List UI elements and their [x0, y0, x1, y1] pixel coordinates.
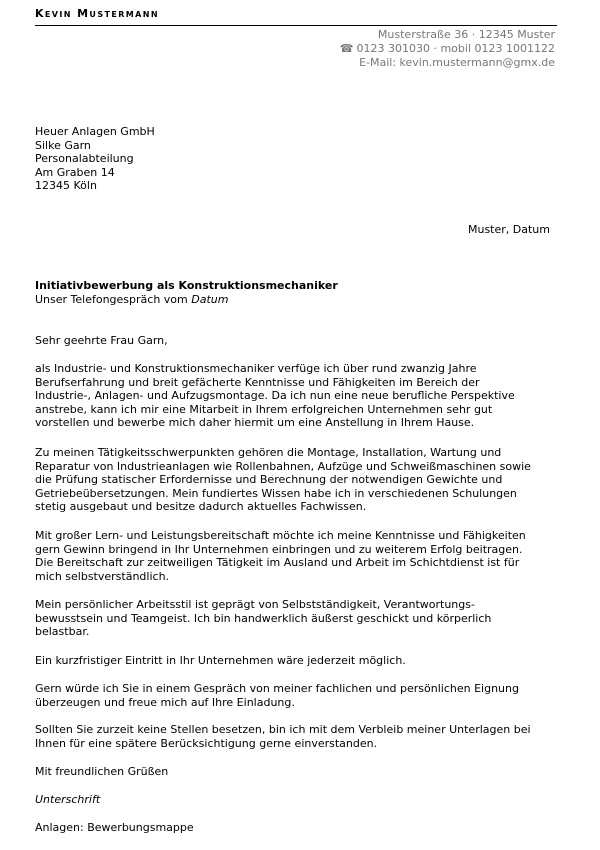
sender-contact	[340, 28, 555, 70]
subject-block	[35, 279, 565, 306]
paragraph-skills	[35, 446, 565, 514]
header-rule	[35, 25, 557, 26]
subject-reference	[35, 293, 565, 307]
paragraph-retention	[35, 723, 565, 750]
paragraph-line: die Prüfung statischer Erfordernisse und Berechnung der notwendigen Gewichte und	[35, 473, 503, 487]
paragraph-line: Reparatur von Industrieanlagen wie Rollenbahnen, Aufzüge und Schweißmaschinen sowie	[35, 459, 531, 473]
attachments: Anlagen: Bewerbungsmappe	[35, 821, 194, 834]
paragraph-line: bewusstsein und Teamgeist. Ich bin handwerklich äußerst geschickt und körperlich	[35, 611, 492, 625]
paragraph-line: Ihnen für eine spätere Berücksichtigung gerne einverstanden.	[35, 736, 378, 750]
paragraph-line: Mein persönlicher Arbeitsstil ist geprägt von Selbstständigkeit, Verantwortungs-	[35, 598, 475, 611]
paragraph-line: stetig ausgebaut und besitze dadurch aktuelles Fachwissen.	[35, 500, 367, 514]
paragraph-availability	[35, 654, 565, 668]
paragraph-line: Getriebeübersetzungen. Mein fundiertes Wissen habe ich in verschiedenen Schulungen	[35, 486, 517, 500]
signature: Unterschrift	[35, 793, 101, 806]
paragraph-line: gern Gewinn bringend in Ihr Unternehmen einbringen und zu weiterem Erfolg beitragen.	[35, 542, 523, 556]
paragraph-line: Ein kurzfristiger Eintritt in Ihr Unternehmen wäre jederzeit möglich.	[35, 654, 406, 667]
recipient-address	[35, 125, 565, 193]
paragraph-line: überzeugen und freue mich auf Ihre Einladung.	[35, 695, 295, 709]
paragraph-line: Gern würde ich Sie in einem Gespräch von meiner fachlichen und persönlichen Eignung	[35, 682, 519, 695]
paragraph-interview	[35, 682, 565, 709]
subject-title: Initiativbewerbung als Konstruktionsmechaniker	[35, 279, 338, 292]
recipient-line: Heuer Anlagen GmbH	[35, 125, 155, 138]
sender-name: Kevin Mustermann	[35, 7, 159, 20]
paragraph-line: Sollten Sie zurzeit keine Stellen besetzen, bin ich mit dem Verbleib meiner Unterlagen bei	[35, 723, 531, 736]
phone-icon: ☎	[339, 42, 354, 55]
subject-ref-prefix: Unser Telefongespräch vom	[35, 292, 192, 306]
recipient-line: Am Graben 14	[35, 165, 115, 179]
recipient-line: Silke Garn	[35, 138, 91, 152]
sender-email: E-Mail: kevin.mustermann@gmx.de	[359, 56, 555, 69]
recipient-line: 12345 Köln	[35, 179, 97, 193]
paragraph-line: mich selbstverständlich.	[35, 569, 170, 583]
paragraph-line: Die Bereitschaft zur zeitweiligen Tätigkeit im Ausland und Arbeit im Schichtdienst ist für	[35, 556, 520, 570]
letter-date: Muster, Datum	[467, 223, 550, 236]
sender-address: Musterstraße 36 · 12345 Muster	[377, 28, 555, 41]
subject-ref-date: Datum	[191, 292, 229, 306]
sender-phone: 0123 301030 · mobil 0123 1001122	[356, 42, 555, 55]
recipient-line: Personalabteilung	[35, 152, 134, 166]
paragraph-line: als Industrie- und Konstruktionsmechaniker verfüge ich über rund zwanzig Jahre	[35, 362, 477, 375]
paragraph-motivation	[35, 529, 565, 583]
paragraph-workstyle	[35, 598, 565, 639]
paragraph-line: anstrebe, kann ich mir eine Mitarbeit in Ihrem erfolgreichen Unternehmen sehr gut	[35, 402, 493, 416]
salutation: Sehr geehrte Frau Garn,	[35, 334, 168, 347]
sender-phone-line	[340, 42, 555, 56]
paragraph-line: Industrie-, Anlagen- und Aufzugsmontage. Da ich nun eine neue berufliche Perspektive	[35, 389, 515, 403]
paragraph-intro	[35, 362, 565, 430]
paragraph-line: Berufserfahrung und breit gefächerte Kenntnisse und Fähigkeiten im Bereich der	[35, 375, 480, 389]
paragraph-line: Zu meinen Tätigkeitsschwerpunkten gehören die Montage, Installation, Wartung und	[35, 446, 502, 459]
closing: Mit freundlichen Grüßen	[35, 765, 169, 778]
paragraph-line: belastbar.	[35, 625, 90, 639]
paragraph-line: vorstellen und bewerbe mich daher hiermit um eine Anstellung in Ihrem Hause.	[35, 416, 475, 430]
paragraph-line: Mit großer Lern- und Leistungsbereitschaft möchte ich meine Kenntnisse und Fähigkeiten	[35, 529, 526, 542]
